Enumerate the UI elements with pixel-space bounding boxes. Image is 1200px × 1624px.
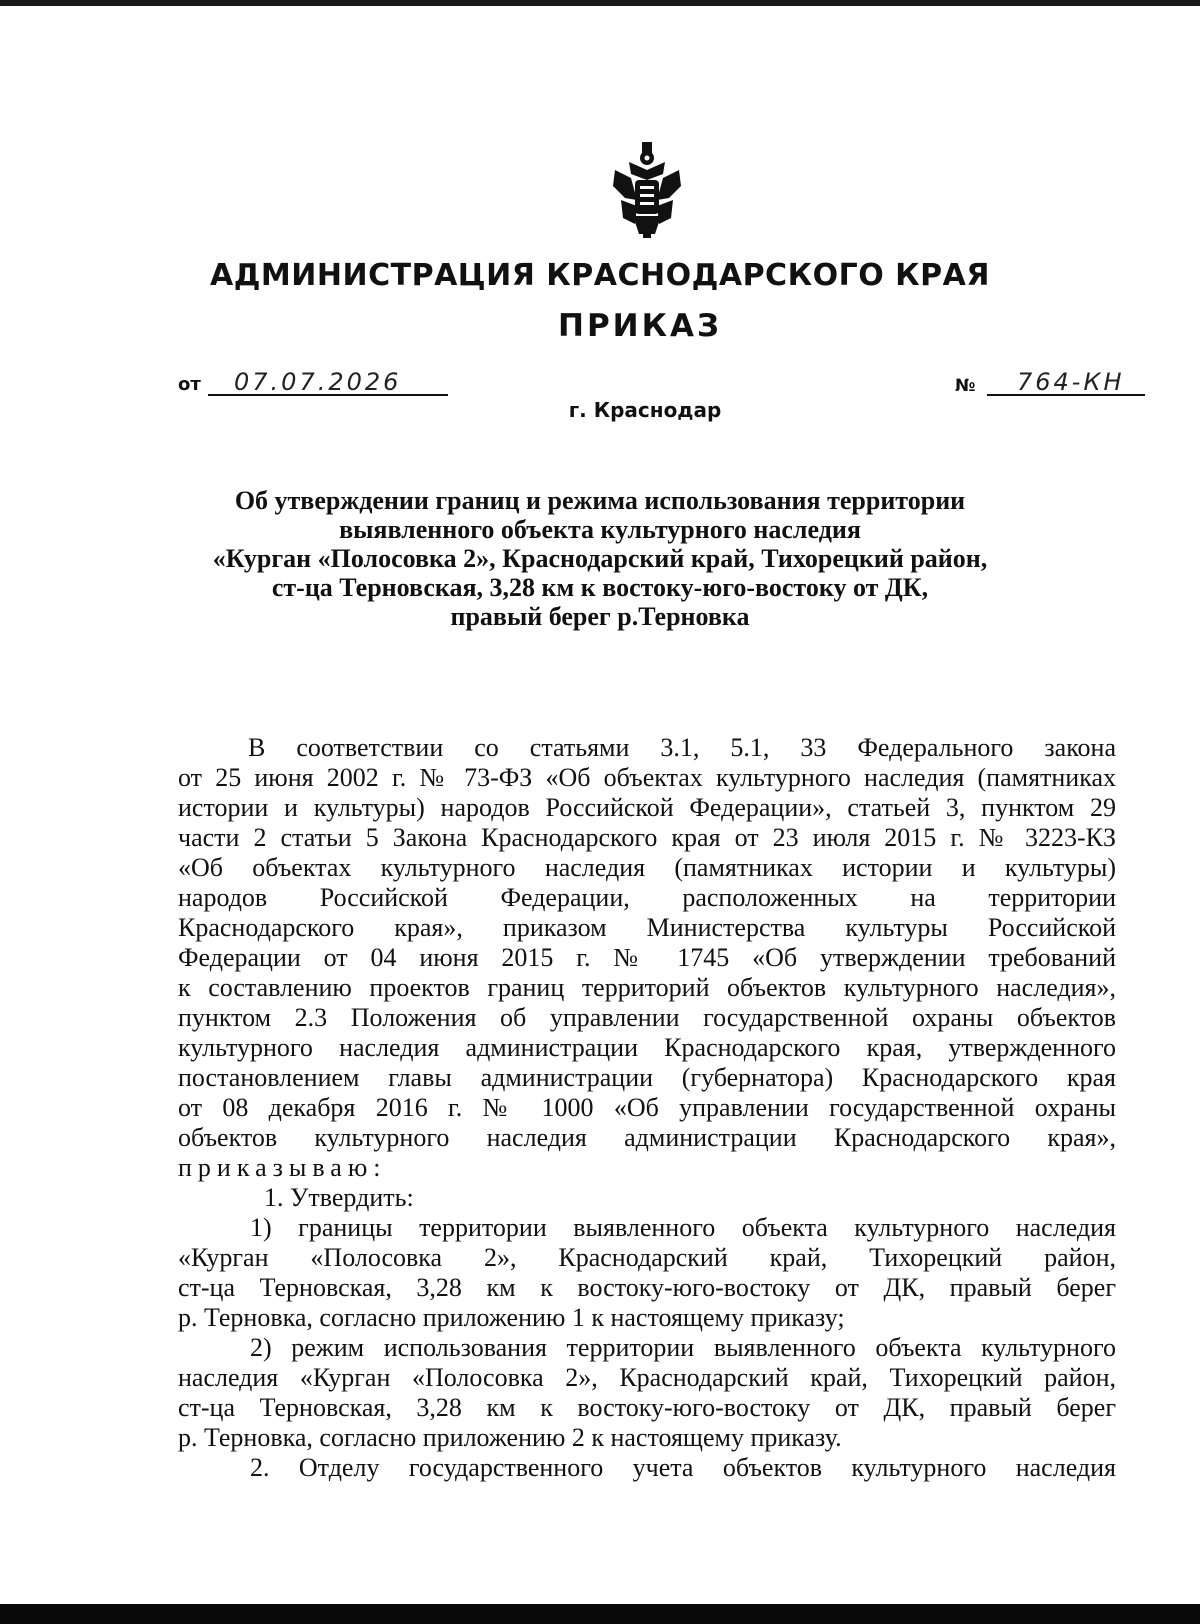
body-line: Краснодарского края», приказом Министерства культуры Российской xyxy=(178,913,1116,942)
body-line: культурного наследия администрации Краснодарского края, утвержденного xyxy=(178,1033,1116,1062)
body-line: ст-ца Терновская, 3,28 км к востоку-юго-востоку от ДК, правый берег xyxy=(178,1393,1116,1422)
body-line: р. Терновка, согласно приложению 2 к настоящему приказу. xyxy=(178,1423,842,1452)
body-line: ст-ца Терновская, 3,28 км к востоку-юго-востоку от ДК, правый берег xyxy=(178,1273,1116,1302)
document-heading xyxy=(150,486,1050,631)
body-line: постановлением главы администрации (губернатора) Краснодарского края xyxy=(178,1063,1116,1092)
date-value: 07.07.2026 xyxy=(208,368,448,396)
date-prefix: от xyxy=(178,374,201,395)
body-line: Федерации от 04 июня 2015 г. № 1745 «Об утверждении требований xyxy=(178,943,1116,972)
body-line: к составлению проектов границ территорий объектов культурного наследия», xyxy=(178,973,1116,1002)
coat-of-arms-icon xyxy=(607,140,687,240)
body-line: пунктом 2.3 Положения об управлении государственной охраны объектов xyxy=(178,1003,1116,1032)
scan-border-top xyxy=(0,0,1200,6)
organization-title: АДМИНИСТРАЦИЯ КРАСНОДАРСКОГО КРАЯ xyxy=(210,258,990,293)
body-line: от 25 июня 2002 г. № 73-ФЗ «Об объектах культурного наследия (памятниках xyxy=(178,763,1116,792)
city: г. Краснодар xyxy=(568,398,722,422)
body-line: народов Российской Федерации, расположенных на территории xyxy=(178,883,1116,912)
document-type: ПРИКАЗ xyxy=(558,308,722,344)
heading-line: Об утверждении границ и режима использования территории xyxy=(234,486,966,515)
heading-line: ст-ца Терновская, 3,28 км к востоку-юго-востоку от ДК, xyxy=(271,573,929,602)
heading-line: правый берег р.Терновка xyxy=(450,602,750,631)
body-line: «Об объектах культурного наследия (памятниках истории и культуры) xyxy=(178,853,1116,882)
body-line: части 2 статьи 5 Закона Краснодарского края от 23 июля 2015 г. № 3223-КЗ xyxy=(178,823,1116,852)
body-line: р. Терновка, согласно приложению 1 к настоящему приказу; xyxy=(178,1303,845,1332)
body-line: «Курган «Полосовка 2», Краснодарский край, Тихорецкий район, xyxy=(178,1243,1116,1272)
scan-border-bottom xyxy=(0,1604,1200,1624)
body-line: приказываю: xyxy=(178,1153,387,1182)
body-line: 2. Отделу государственного учета объектов культурного наследия xyxy=(250,1453,1116,1482)
number-prefix: № xyxy=(955,376,976,396)
body-line: объектов культурного наследия администрации Краснодарского края», xyxy=(178,1123,1116,1152)
body-line: от 08 декабря 2016 г. № 1000 «Об управлении государственной охраны xyxy=(178,1093,1116,1122)
body-line: истории и культуры) народов Российской Федерации», статьей 3, пунктом 29 xyxy=(178,793,1116,822)
heading-line: «Курган «Полосовка 2», Краснодарский край, Тихорецкий район, xyxy=(212,544,988,573)
number-value: 764-КН xyxy=(987,368,1145,396)
body-line: 2) режим использования территории выявленного объекта культурного xyxy=(250,1333,1116,1362)
body-line: 1. Утвердить: xyxy=(264,1183,414,1212)
body-line: В соответствии со статьями 3.1, 5.1, 33 Федерального закона xyxy=(248,733,1116,762)
body-line: 1) границы территории выявленного объекта культурного наследия xyxy=(250,1213,1116,1242)
heading-line: выявленного объекта культурного наследия xyxy=(339,515,861,544)
body-line: наследия «Курган «Полосовка 2», Краснодарский край, Тихорецкий район, xyxy=(178,1363,1116,1392)
document-body xyxy=(178,733,1116,1483)
